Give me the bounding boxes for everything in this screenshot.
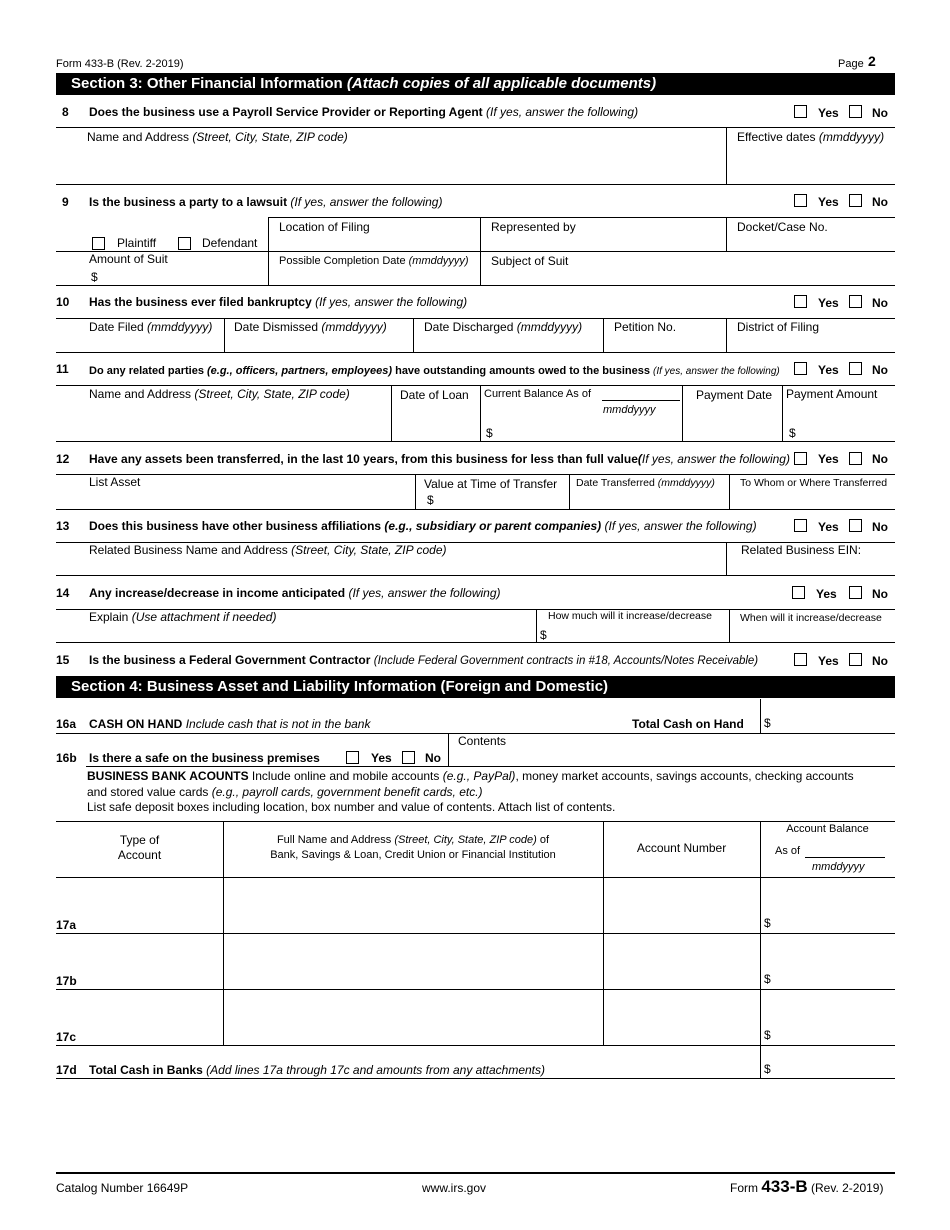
q16a-number: 16a: [56, 717, 77, 731]
q11-question: [89, 364, 780, 379]
q12-value-label: Value at Time of Transfer: [424, 477, 558, 491]
q16b-question: Is there a safe on the business premises: [89, 751, 320, 765]
q8-yes-label: Yes: [818, 106, 839, 120]
q10-number: 10: [56, 295, 70, 309]
divider: [56, 1045, 895, 1046]
q15-no-checkbox[interactable]: [849, 653, 862, 666]
page-number: 2: [868, 53, 876, 69]
q10-no-checkbox[interactable]: [849, 295, 862, 308]
q12-value-dollar[interactable]: $: [427, 493, 434, 507]
q12-question: [89, 452, 790, 466]
q14-note: (If yes, answer the following): [348, 586, 501, 600]
q12-note: If yes, answer the following): [641, 452, 790, 466]
q16a-total-label: Total Cash on Hand: [632, 717, 744, 731]
col-name-1c: of: [539, 834, 550, 846]
q10-district-field[interactable]: District of Filing: [737, 320, 820, 334]
bank-line1-eg: (e.g., PayPal): [442, 769, 516, 783]
q12-yes-checkbox[interactable]: [794, 452, 807, 465]
q16b-yes-label: Yes: [371, 751, 392, 765]
divider: [56, 474, 895, 475]
divider: [726, 318, 727, 352]
divider: [56, 1078, 895, 1079]
q9-plaintiff-label: Plaintiff: [117, 236, 157, 250]
q9-no-label: No: [872, 195, 888, 209]
q15-question: [89, 653, 758, 668]
q11-name-note: (Street, City, State, ZIP code): [194, 387, 350, 401]
form-reference: Form 433-B (Rev. 2-2019): [56, 58, 184, 70]
q13-yes-checkbox[interactable]: [794, 519, 807, 532]
divider: [782, 385, 783, 441]
q15-note: (Include Federal Government contracts in #18, Accounts/Notes Receivable): [373, 655, 759, 667]
q8-name-address-field[interactable]: [87, 130, 348, 144]
q8-note: (If yes, answer the following): [486, 105, 639, 119]
bank-intro-line2: [87, 785, 483, 799]
q9-amount-dollar[interactable]: $: [91, 270, 98, 284]
q8-yes-checkbox[interactable]: [794, 105, 807, 118]
q9-number: 9: [62, 195, 69, 209]
bank-heading: BUSINESS BANK ACOUNTS: [87, 769, 249, 783]
footer-form-id: [730, 1178, 883, 1197]
q11-balance-dollar[interactable]: $: [486, 426, 493, 440]
q10-discharged-note: (mmddyyyy): [516, 320, 583, 334]
q14-question: [89, 586, 501, 600]
bank-intro-line1: [87, 769, 854, 783]
divider: [569, 474, 570, 509]
q16b-contents-field[interactable]: Contents: [458, 734, 507, 748]
q10-discharged-label: Date Discharged: [424, 320, 514, 334]
q10-date-dismissed-field[interactable]: [234, 320, 387, 334]
q11-payment-amount-label: Payment Amount: [786, 387, 878, 401]
divider: [729, 474, 730, 509]
divider: [56, 184, 895, 185]
q12-date-transferred-field[interactable]: [576, 476, 715, 490]
divider: [726, 217, 727, 251]
col-account-balance: Account Balance: [786, 823, 869, 835]
q15-yes-label: Yes: [818, 654, 839, 668]
q10-yes-label: Yes: [818, 296, 839, 310]
col-name-line1: [223, 833, 603, 847]
col-as-of: As of: [775, 845, 801, 857]
q9-amount-label: Amount of Suit: [89, 252, 168, 266]
q13-related-field[interactable]: [89, 543, 447, 557]
q9-plaintiff-checkbox[interactable]: [92, 237, 105, 250]
divider: [682, 385, 683, 441]
q14-number: 14: [56, 586, 70, 600]
q13-note: (If yes, answer the following): [604, 519, 757, 533]
q14-explain-field[interactable]: [89, 610, 276, 624]
divider: [56, 575, 895, 576]
q10-question: [89, 295, 467, 309]
q11-name-address-field[interactable]: [89, 387, 350, 401]
q8-name-label: Name and Address: [87, 130, 190, 144]
divider: [224, 318, 225, 352]
q11-text-a: Do any related parties: [89, 365, 204, 377]
q14-yes-label: Yes: [816, 587, 837, 601]
q15-text: Is the business a Federal Government Contractor: [89, 653, 371, 667]
col-type-line1: Type of: [119, 833, 160, 847]
q12-date-transferred-note: (mmddyyyy): [657, 477, 715, 489]
q9-subject-field[interactable]: Subject of Suit: [491, 254, 569, 268]
q12-text: Have any assets been transferred, in the last 10 years, from this business for less than full value: [89, 452, 638, 466]
q11-mmddyyyy: mmddyyyy: [603, 404, 656, 416]
section-3-title: Section 3: Other Financial Information: [71, 75, 343, 92]
col-account-number: Account Number: [636, 841, 727, 855]
divider: [448, 733, 449, 766]
q13-text-a: Does this business have other business affiliations: [89, 519, 382, 533]
bank-line1: Include online and mobile accounts: [251, 769, 440, 783]
divider: [536, 609, 537, 642]
q14-explain-label: Explain: [89, 610, 129, 624]
q9-question: [89, 195, 442, 209]
as-of-date-underline[interactable]: [805, 857, 885, 858]
q10-note: (If yes, answer the following): [315, 295, 468, 309]
q12-number: 12: [56, 452, 70, 466]
divider: [56, 318, 895, 319]
q16b-no-checkbox[interactable]: [402, 751, 415, 764]
col-type-line2: Account: [117, 848, 162, 862]
q8-no-checkbox[interactable]: [849, 105, 862, 118]
bank-intro-line3: List safe deposit boxes including location, box number and value of contents. Attach list of contents.: [87, 800, 616, 814]
row-17b-dollar[interactable]: $: [764, 972, 771, 986]
col-name-1b: (Street, City, State, ZIP code): [394, 834, 537, 846]
divider: [480, 385, 481, 441]
date-underline[interactable]: [602, 400, 680, 401]
section-4-title: Section 4: Business Asset and Liability Information (Foreign and Domestic): [71, 678, 609, 695]
q11-no-checkbox[interactable]: [849, 362, 862, 375]
q8-no-label: No: [872, 106, 888, 120]
q11-payment-date-field[interactable]: Payment Date: [696, 388, 773, 402]
q8-name-note: (Street, City, State, ZIP code): [192, 130, 348, 144]
row-17b-label: 17b: [56, 974, 77, 988]
row-17a-label: 17a: [56, 918, 77, 932]
q14-no-label: No: [872, 587, 888, 601]
q11-date-of-loan-field[interactable]: Date of Loan: [400, 388, 469, 402]
q10-date-filed-field[interactable]: [89, 320, 212, 334]
q12-to-whom-field[interactable]: To Whom or Where Transferred: [740, 477, 888, 489]
q14-how-much-dollar[interactable]: $: [540, 628, 547, 642]
col-name-1a: Full Name and Address: [276, 834, 392, 846]
q13-question: [89, 519, 757, 533]
section-3-header: [56, 73, 895, 95]
q11-yes-checkbox[interactable]: [794, 362, 807, 375]
q16a-label: CASH ON HAND: [89, 717, 183, 731]
q13-no-checkbox[interactable]: [849, 519, 862, 532]
q13-number: 13: [56, 519, 70, 533]
row-17c-label: 17c: [56, 1030, 77, 1044]
divider: [391, 385, 392, 441]
row-17d-label: [89, 1063, 545, 1077]
q9-completion-label: Possible Completion Date: [279, 255, 406, 267]
q11-current-balance-label: Current Balance As of: [484, 388, 592, 400]
q8-effective-dates-field[interactable]: [737, 130, 884, 144]
q12-no-checkbox[interactable]: [849, 452, 862, 465]
section-4-header: [56, 676, 895, 698]
row-17c-dollar[interactable]: $: [764, 1028, 771, 1042]
q9-text: Is the business a party to a lawsuit: [89, 195, 288, 209]
q9-defendant-checkbox[interactable]: [178, 237, 191, 250]
q12-date-transferred-label: Date Transferred: [576, 477, 655, 489]
q9-completion-field[interactable]: [279, 254, 469, 268]
divider: [603, 318, 604, 352]
q10-filed-label: Date Filed: [89, 320, 144, 334]
q8-question: [89, 105, 638, 119]
bank-line2: and stored value cards: [87, 785, 209, 799]
q10-text: Has the business ever filed bankruptcy: [89, 295, 312, 309]
q16b-yes-checkbox[interactable]: [346, 751, 359, 764]
bank-line2-eg: (e.g., payroll cards, government benefit cards, etc.): [211, 785, 483, 799]
row-17a-dollar[interactable]: $: [764, 916, 771, 930]
q9-location-field[interactable]: Location of Filing: [279, 220, 370, 234]
footer-form-rev: (Rev. 2-2019): [811, 1181, 884, 1195]
bank-line1-rest: , money market accounts, savings accounts, checking accounts: [515, 769, 854, 783]
divider: [726, 127, 727, 184]
divider: [760, 821, 761, 1078]
q12-yes-label: Yes: [818, 452, 839, 466]
row-17d-number: 17d: [56, 1063, 77, 1077]
divider: [56, 285, 895, 286]
q11-yes-label: Yes: [818, 363, 839, 377]
q15-number: 15: [56, 653, 70, 667]
q12-list-asset-field[interactable]: List Asset: [89, 475, 141, 489]
q16a-total-dollar[interactable]: $: [764, 716, 771, 730]
divider: [56, 251, 895, 252]
section-3-subtitle: (Attach copies of all applicable documents): [346, 75, 657, 92]
q10-date-discharged-field[interactable]: [424, 320, 582, 334]
q12-paren: (: [637, 452, 642, 466]
divider: [415, 474, 416, 509]
q16a-question: [89, 717, 370, 731]
q11-payment-dollar[interactable]: $: [789, 426, 796, 440]
footer-catalog: Catalog Number 16649P: [56, 1181, 189, 1195]
q14-text: Any increase/decrease in income anticipated: [89, 586, 346, 600]
divider: [413, 318, 414, 352]
divider: [56, 385, 895, 386]
divider: [56, 127, 895, 128]
q11-text-b: (e.g., officers, partners, employees): [207, 365, 393, 377]
footer-website[interactable]: www.irs.gov: [422, 1181, 487, 1195]
q10-no-label: No: [872, 296, 888, 310]
q9-completion-note: (mmddyyyy): [408, 255, 469, 267]
divider: [56, 989, 895, 990]
q16b-no-label: No: [425, 751, 441, 765]
q14-when-field[interactable]: When will it increase/decrease: [740, 612, 882, 624]
q8-dates-note: (mmddyyyy): [818, 130, 885, 144]
q11-note: (If yes, answer the following): [653, 366, 780, 377]
divider: [56, 933, 895, 934]
q13-no-label: No: [872, 520, 888, 534]
footer-form-number: 433-B: [761, 1177, 808, 1196]
q10-petition-field[interactable]: Petition No.: [614, 320, 677, 334]
row-17d-dollar[interactable]: $: [764, 1062, 771, 1076]
q16b-number: 16b: [56, 751, 77, 765]
col-mmddyyyy: mmddyyyy: [812, 861, 865, 873]
q10-filed-note: (mmddyyyy): [147, 320, 213, 334]
page-label: Page: [838, 58, 864, 70]
q14-explain-note: (Use attachment if needed): [131, 610, 277, 624]
divider: [268, 217, 895, 218]
divider: [56, 642, 895, 643]
footer-form-prefix: Form: [730, 1181, 758, 1195]
q9-docket-field[interactable]: Docket/Case No.: [737, 220, 828, 234]
q9-yes-checkbox[interactable]: [794, 194, 807, 207]
divider: [729, 609, 730, 642]
q14-yes-checkbox[interactable]: [792, 586, 805, 599]
q11-text-c: have outstanding amounts owed to the business: [395, 365, 650, 377]
q16a-note: Include cash that is not in the bank: [185, 717, 371, 731]
footer-rule: [56, 1172, 895, 1174]
q9-represented-field[interactable]: Represented by: [491, 220, 576, 234]
divider: [56, 509, 895, 510]
q10-yes-checkbox[interactable]: [794, 295, 807, 308]
col-name-line2: Bank, Savings & Loan, Credit Union or Financial Institution: [270, 849, 556, 861]
q9-note: (If yes, answer the following): [290, 195, 443, 209]
total-cash-label: Total Cash in Banks: [89, 1063, 203, 1077]
q9-yes-label: Yes: [818, 195, 839, 209]
q12-no-label: No: [872, 452, 888, 466]
q10-dismissed-label: Date Dismissed: [234, 320, 319, 334]
q13-related-label: Related Business Name and Address: [89, 543, 288, 557]
divider: [56, 877, 895, 878]
q9-no-checkbox[interactable]: [849, 194, 862, 207]
q10-dismissed-note: (mmddyyyy): [321, 320, 387, 334]
divider: [86, 766, 895, 767]
q8-number: 8: [62, 105, 69, 119]
q14-no-checkbox[interactable]: [849, 586, 862, 599]
divider: [726, 542, 727, 575]
q11-number: 11: [56, 362, 69, 376]
q13-related-note: (Street, City, State, ZIP code): [291, 543, 447, 557]
q13-text-b: (e.g., subsidiary or parent companies): [384, 519, 602, 533]
q13-yes-label: Yes: [818, 520, 839, 534]
q11-no-label: No: [872, 363, 888, 377]
q13-ein-field[interactable]: Related Business EIN:: [741, 543, 862, 557]
divider: [56, 352, 895, 353]
divider: [760, 699, 761, 733]
q15-yes-checkbox[interactable]: [794, 653, 807, 666]
q8-dates-label: Effective dates: [737, 130, 816, 144]
divider: [56, 441, 895, 442]
q14-how-much-label: How much will it increase/decrease: [548, 610, 712, 622]
q11-name-label: Name and Address: [89, 387, 192, 401]
q15-no-label: No: [872, 654, 888, 668]
q8-text: Does the business use a Payroll Service Provider or Reporting Agent: [89, 105, 483, 119]
q9-defendant-label: Defendant: [202, 236, 258, 250]
total-cash-note: (Add lines 17a through 17c and amounts from any attachments): [206, 1063, 546, 1077]
